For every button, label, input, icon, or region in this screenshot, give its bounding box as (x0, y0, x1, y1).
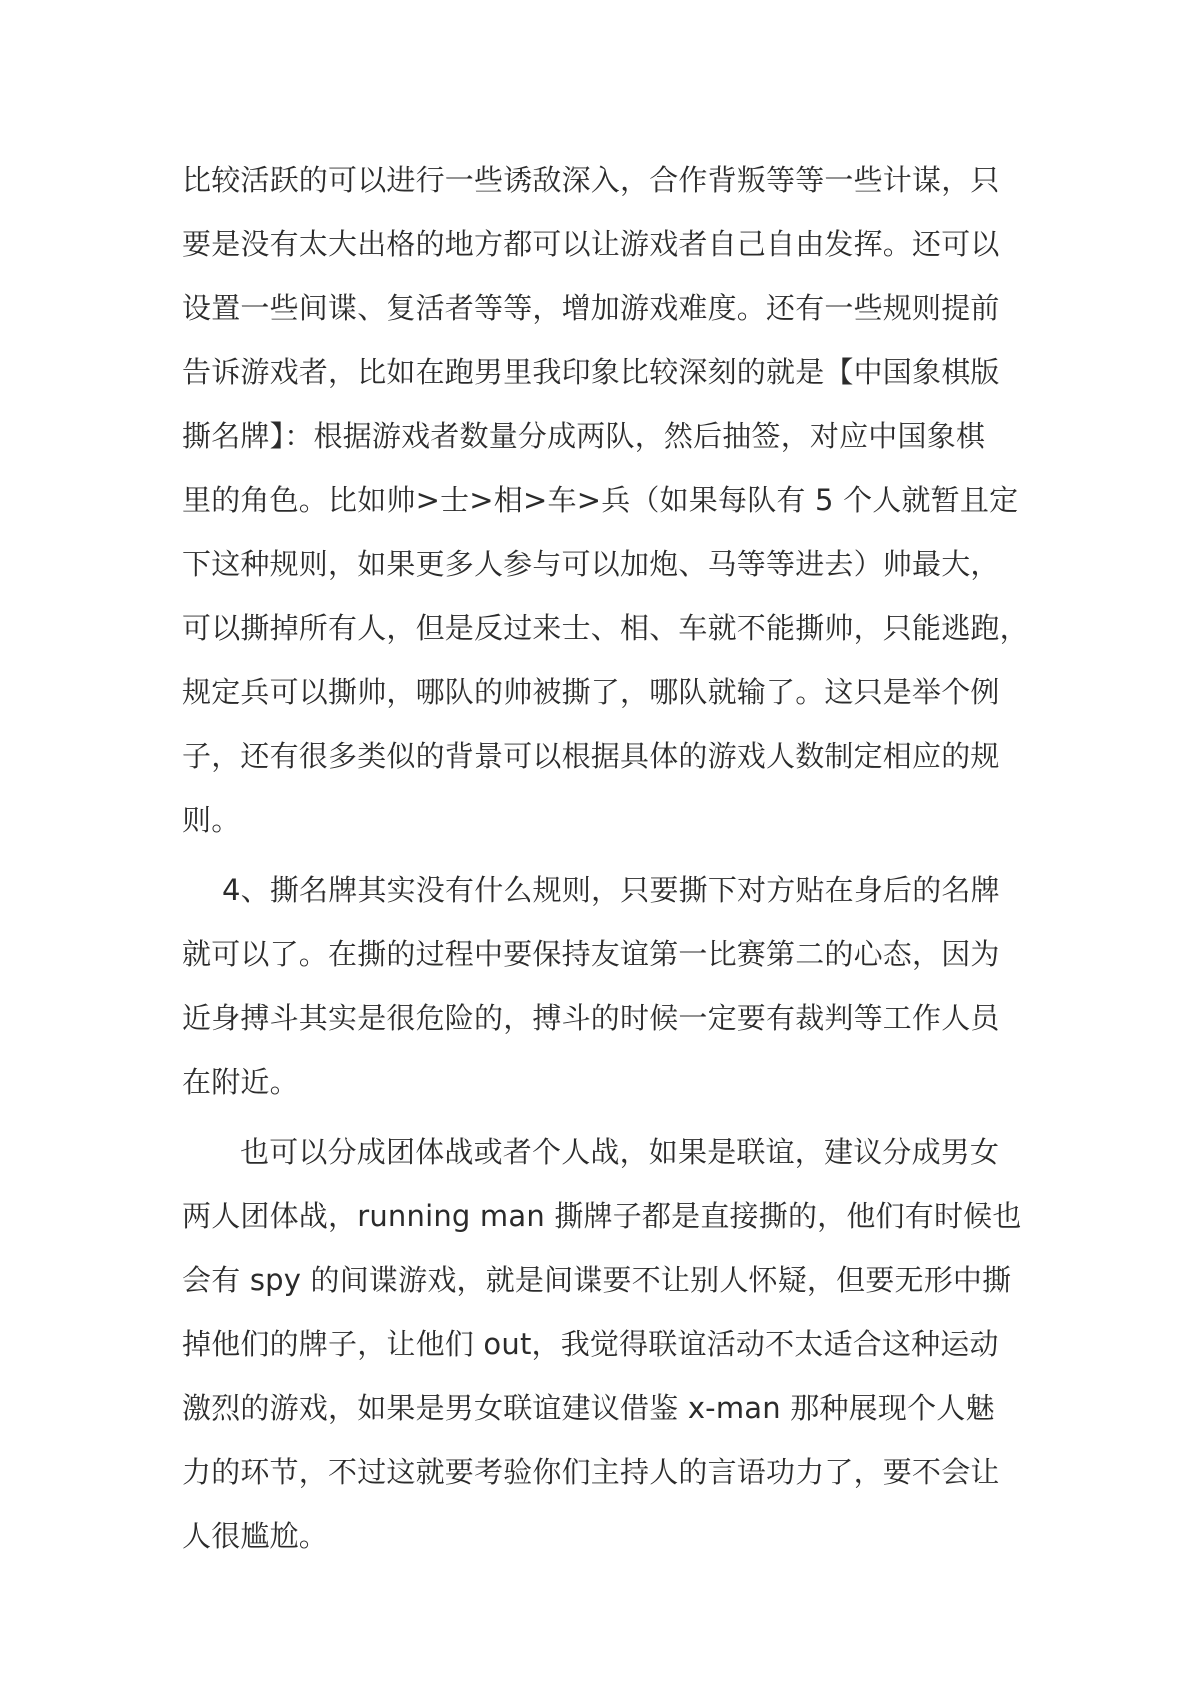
paragraph-line: 掉他们的牌子，让他们 out，我觉得联谊活动不太适合这种运动 (182, 1327, 999, 1361)
paragraph-line: 则。 (182, 803, 241, 837)
paragraph-line: 近身搏斗其实是很危险的，搏斗的时候一定要有裁判等工作人员 (182, 1001, 1000, 1035)
paragraph-line: 会有 spy 的间谍游戏，就是间谍要不让别人怀疑，但要无形中撕 (182, 1263, 1012, 1297)
paragraph-line: 告诉游戏者，比如在跑男里我印象比较深刻的就是【中国象棋版 (182, 355, 1000, 389)
paragraph-rules-example (182, 148, 1029, 852)
paragraph-line: 人很尴尬。 (182, 1519, 329, 1553)
paragraph-line: 比较活跃的可以进行一些诱敌深入，合作背叛等等一些计谋，只 (182, 163, 1000, 197)
paragraph-line: 激烈的游戏，如果是男女联谊建议借鉴 x-man 那种展现个人魅 (182, 1391, 995, 1425)
paragraph-line: 里的角色。比如帅>士>相>车>兵（如果每队有 5 个人就暂且定 (182, 483, 1019, 517)
paragraph-line: 下这种规则，如果更多人参与可以加炮、马等等进去）帅最大， (182, 547, 1000, 581)
paragraph-line: 也可以分成团体战或者个人战，如果是联谊，建议分成男女 (240, 1135, 1000, 1169)
paragraph-line: 规定兵可以撕帅，哪队的帅被撕了，哪队就输了。这只是举个例 (182, 675, 1000, 709)
paragraph-line: 4、撕名牌其实没有什么规则，只要撕下对方贴在身后的名牌 (222, 873, 1000, 907)
paragraph-line: 就可以了。在撕的过程中要保持友谊第一比赛第二的心态，因为 (182, 937, 1000, 971)
paragraph-line: 两人团体战，running man 撕牌子都是直接撕的，他们有时候也 (182, 1199, 1022, 1233)
paragraph-line: 子，还有很多类似的背景可以根据具体的游戏人数制定相应的规 (182, 739, 1000, 773)
paragraph-line: 撕名牌】：根据游戏者数量分成两队，然后抽签，对应中国象棋 (182, 419, 986, 453)
paragraph-team-battle (182, 1120, 1022, 1568)
paragraph-line: 要是没有太大出格的地方都可以让游戏者自己自由发挥。还可以 (182, 227, 1000, 261)
paragraph-line: 力的环节，不过这就要考验你们主持人的言语功力了，要不会让 (182, 1455, 1000, 1489)
paragraph-line: 在附近。 (182, 1065, 299, 1099)
paragraph-item-4 (182, 858, 1022, 1114)
paragraph-line: 设置一些间谍、复活者等等，增加游戏难度。还有一些规则提前 (182, 291, 1000, 325)
paragraph-line: 可以撕掉所有人，但是反过来士、相、车就不能撕帅，只能逃跑， (182, 611, 1029, 645)
